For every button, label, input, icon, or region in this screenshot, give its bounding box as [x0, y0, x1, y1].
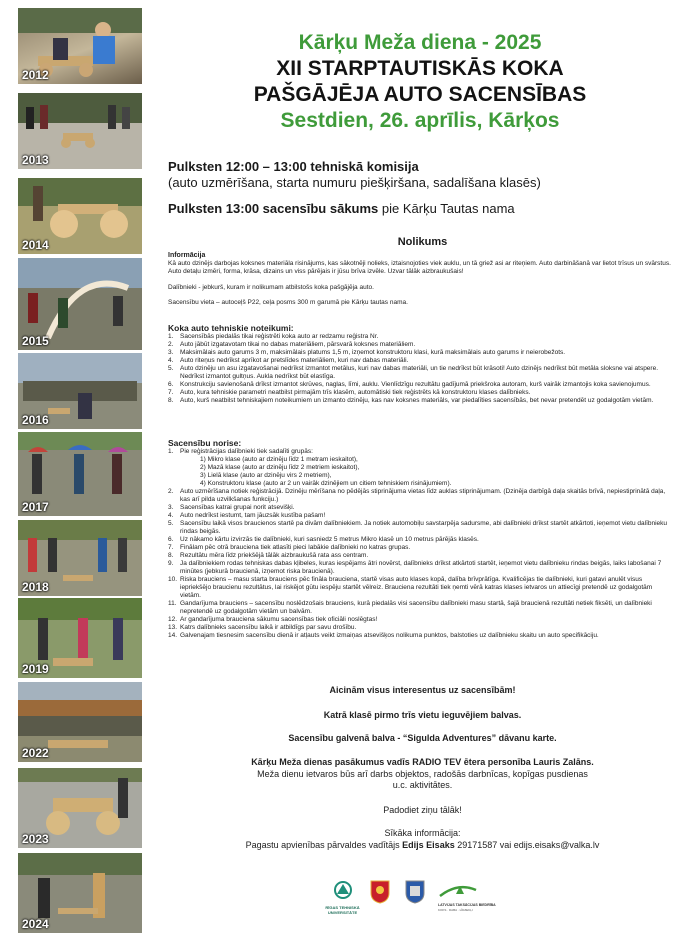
leaf-swoosh-icon	[438, 884, 478, 898]
list-item: 4. Auto nedrīkst iestumt, tam jāuzsāk kustība pašam!	[168, 512, 326, 519]
race-list	[168, 448, 673, 640]
list-item: 9. Ja dalībniekiem rodas tehniskas dabas kļibeles, kuras iespējams ātri novērst, dalībnieks drīkst atkārtoti startēt, ieņemot vietu dalībnieku rindas beigās, laiks labošanai 7 minūtes (jebkurā braucienā, izņemot riska braucienā).	[168, 560, 662, 575]
year-label: 2012	[22, 68, 49, 82]
taksacijas-line2: KOKS · DABA · LĪDZEKĻI	[438, 908, 473, 912]
photo-2014	[18, 178, 142, 254]
list-item: 6. Uz nākamo kārtu izvirzās tie dalībnieki, kuri sasniedz 5 metrus Mikro klasē un 10 metrus pārējās klasēs.	[168, 536, 479, 543]
info-title: Informācija	[168, 252, 206, 259]
photo-2017	[18, 432, 142, 516]
more-info-label: Sīkāka informācija:	[384, 828, 461, 838]
main-content	[160, 0, 685, 933]
rtu-emblem-icon	[328, 880, 358, 900]
list-item: 13. Katrs dalībnieks sacensību laikā ir atbildīgs par savu drošību.	[168, 624, 357, 631]
list-item: 1. Pie reģistrācijas dalībnieki tiek sadalīti grupās: 1) Mikro klase (auto ar dzinēju līdz 1 metram ieskaitot), 2) Mazā klase (auto ar dzinēju līdz 2 metriem ieskaitot), 3) Lielā klase (auto ar dzinēju virs 2 metriem), 4) Konstruktoru klase (auto ar 2 un vairāk dzinējiem un citiem tehniskiem risinājumiem).	[168, 448, 673, 488]
schedule-note-1: (auto uzmērīšana, starta numuru piešķiršana, sadalīšana klasēs)	[168, 175, 541, 190]
class-item: 1) Mikro klase (auto ar dzinēju līdz 1 metram ieskaitot),	[200, 456, 358, 463]
list-item: 4. Auto riteņus nedrīkst aprīkot ar pretslīdes materiāliem, kuri nav dabas materiāli.	[168, 357, 409, 364]
invite-text: Aicinām visus interesentus uz sacensībām!	[329, 685, 516, 695]
venue-text: Sacensību vieta – autoceļš P22, ceļa posms 300 m garumā pie Kārķu tautas nama.	[168, 299, 408, 306]
year-label: 2013	[22, 153, 49, 167]
photo-2018	[18, 520, 142, 596]
event-title: Kārķu Meža diena - 2025	[298, 31, 542, 54]
host-text: Kārķu Meža dienas pasākumus vadīs RADIO TEV ētera personība Lauris Zalāns.	[251, 757, 594, 767]
shield-red-icon	[370, 880, 390, 904]
share-text: Padodiet ziņu tālāk!	[383, 805, 462, 815]
contact-line	[160, 840, 685, 851]
contact-name: Edijs Eisaks	[402, 840, 455, 850]
list-item: 8. Auto, kurš neatbilst tehniskajiem noteikumiem un izmanto dzinēju, kas nav koksnes materiāls, var piedalīties sacensībās, bet nevar pretendēt uz godalgotām vietām.	[168, 397, 654, 404]
list-item: 8. Rezultātu mēra līdz priekšējā tālāk aizbraukušā rata ass centram.	[168, 552, 369, 559]
activities-text: Meža dienu ietvaros būs arī darbs objektos, radošās darbnīcas, kopīgas pusdienas u.c. aktivitātes.	[257, 769, 588, 790]
tech-rules-list	[168, 333, 673, 405]
prizes-text: Katrā klasē pirmo trīs vietu ieguvējiem balvas.	[323, 710, 522, 720]
class-item: 2) Mazā klase (auto ar dzinēju līdz 2 metriem ieskaitot),	[200, 464, 360, 471]
list-item: 7. Finālam pēc otrā brauciena tiek atlasīti pieci labākie dalībnieki no katras grupas.	[168, 544, 411, 551]
photo-2023	[18, 768, 142, 848]
rtu-logo	[320, 880, 365, 915]
participants-text: Dalībnieki - jebkurš, kuram ir nolikumam atbilstošs koka pašgājēja auto.	[168, 284, 374, 291]
taksacijas-line1: LATVIJAS TAKSĀCIJAS BIEDRĪBA	[438, 903, 496, 907]
shield-blue-icon	[405, 880, 425, 904]
year-label: 2019	[22, 662, 49, 676]
list-item: 1. Sacensībās piedalās tikai reģistrēti koka auto ar redzamu reģistra Nr.	[168, 333, 379, 340]
schedule-tech-commission	[168, 159, 541, 191]
info-text: Kā auto dzinējs darbojas koksnes materiāla risinājums, kas sākotnēji nolieks, iztaisnojoties viek auklu, un tā griež asi ar riteņiem. Auto darbināšanā var lietot trīsus un svārstus. Auto detaļu izmēri, forma, krāsa, dizains un viss pārējais ir jūsu brīva izvēle. Uzvar tālāk aizbraukušais!	[168, 260, 671, 275]
rules-info-section	[168, 251, 673, 307]
main-prize-text: Sacensību galvenā balva - “Sigulda Adventures” dāvanu karte.	[288, 733, 557, 743]
list-item: 12. Ar gandarījuma brauciena sākumu sacensības tiek oficiāli noslēgtas!	[168, 616, 378, 623]
photo-2024	[18, 853, 142, 933]
year-label: 2018	[22, 580, 49, 594]
list-item: 10. Riska brauciens – masu starta brauciens pēc fināla brauciena, startē visas auto klases kopā, dalība brīvprātīga. Kvalificējas tie dalībnieki, kuri gatavi anulēt visus iepriekšējo braucienu rezultātus, lai riskējot gūtu iespēju startēt vēlreiz. Brauciena rezultāti tiek ņemti vērā katras klases ietvaros un attiecīgi pretendē uz godalgotām vietām.	[168, 576, 653, 599]
event-subtitle-1: XII STARPTAUTISKĀS KOKA	[276, 57, 564, 80]
list-item: 3. Maksimālais auto garums 3 m, maksimālais platums 1,5 m, izņemot konstruktoru klasi, kurā maksimālais auto garums ir neierobežots.	[168, 349, 566, 356]
photo-sidebar	[18, 8, 142, 931]
photo-2016	[18, 353, 142, 429]
year-label: 2014	[22, 238, 49, 252]
rtu-line2: UNIVERSITĀTE	[327, 910, 358, 915]
year-label: 2015	[22, 334, 49, 348]
event-date: Sestdien, 26. aprīlis, Kārķos	[280, 109, 560, 132]
year-label: 2017	[22, 500, 49, 514]
photo-2019	[18, 598, 142, 678]
tech-rules-section	[168, 323, 673, 405]
event-subtitle-2: PAŠGĀJĒJA AUTO SACENSĪBAS	[253, 83, 587, 106]
taksacijas-logo	[438, 884, 513, 912]
photo-2012	[18, 8, 142, 84]
year-label: 2016	[22, 413, 49, 427]
list-item: 6. Konstrukciju savienošanā drīkst izmantot skrūves, naglas, līmi, auklu. Vienlīdzīgu rezultātu gadījumā priekšroka autoram, kurš vairāk izmantojis koka savienojumus.	[168, 381, 651, 388]
photo-2022	[18, 682, 142, 762]
list-item: 5. Auto dzinēju un asu izgatavošanai nedrīkst izmantot metālus, kuri nav dabas materiāli, un tie nedrīkst būt krāsoti! Auto dzinējs nedrīkst būt metāla sloksne vai atspere. Nedrīkst izmantot gultņus. Aukla nedrīkst būt elastīga.	[168, 365, 659, 380]
list-item: 5. Sacensību laikā visos braucienos startē pa divām dalībniekiem. Ja notiek automobiļu savstarpēja sadursme, abi dalībnieki drīkst startēt atkārtoti, ieņemot vietu dalībnieku rindas beigās.	[168, 520, 668, 535]
year-label: 2023	[22, 832, 49, 846]
list-item: 2. Auto uzmērīšana notiek reģistrācijā. Dzinēju mērīšana no pēdējās stiprinājuma vietas līdz auklas stiprinājumam. (Dzinēja darbīgā daļa skaitās brīvā, nepiestiprinātā daļa, kas arī pilda uzvilkšanas funkciju.)	[168, 488, 666, 503]
sponsor-logos	[320, 880, 680, 920]
list-item: 3. Sacensības katrai grupai norit atsevišķi.	[168, 504, 295, 511]
schedule-time-1: Pulksten 12:00 – 13:00 tehniskā komisija	[168, 159, 419, 174]
race-section	[168, 438, 673, 640]
photo-2015	[18, 258, 142, 350]
contact-prefix: Pagastu apvienības pārvaldes vadītājs	[245, 840, 403, 850]
race-title: Sacensību norise:	[168, 438, 242, 448]
schedule-time-2: Pulksten 13:00 sacensību sākums	[168, 201, 379, 216]
rtu-line1: RĪGAS TEHNISKĀ	[325, 905, 360, 910]
list-item: 11. Gandarījuma brauciens – sacensību noslēdzošais brauciens, kurā piedalās visi sacensību dalībnieki masu startā, šajā braucienā rezultāti netiek fiksēti, un dalībnieki nepretendē uz godalgotām vietām un balvām.	[168, 600, 652, 615]
year-label: 2022	[22, 746, 49, 760]
coat-of-arms-blue	[405, 880, 425, 909]
schedule-start	[168, 201, 515, 217]
list-item: 14. Galvenajam tiesnesim sacensību dienā ir atļauts veikt izmaiņas atsevišķos nolikuma punktos, balstoties uz dalībnieku skaitu un auto specifikāciju.	[168, 632, 599, 639]
class-item: 3) Lielā klase (auto ar dzinēju virs 2 metriem),	[200, 472, 332, 479]
schedule-venue: pie Kārķu Tautas nama	[378, 201, 515, 216]
year-label: 2024	[22, 917, 49, 931]
coat-of-arms-red	[370, 880, 390, 909]
tech-rules-title: Koka auto tehniskie noteikumi:	[168, 323, 294, 333]
photo-2013	[18, 93, 142, 169]
list-item: 7. Auto, kura tehniskie parametri neatbilst pirmajām trīs klasēm, automātiski tiek reģistrēts kā konstruktoru klases dalībnieks.	[168, 389, 531, 396]
list-item: 2. Auto jābūt izgatavotam tikai no dabas materiāliem, pārsvarā koksnes materiāliem.	[168, 341, 416, 348]
class-item: 4) Konstruktoru klase (auto ar 2 un vairāk dzinējiem un citiem tehniskiem risinājumiem).	[200, 480, 452, 487]
rules-title: Nolikums	[397, 236, 448, 248]
event-header	[220, 30, 620, 134]
contact-details: 29171587 vai edijs.eisaks@valka.lv	[454, 840, 600, 850]
